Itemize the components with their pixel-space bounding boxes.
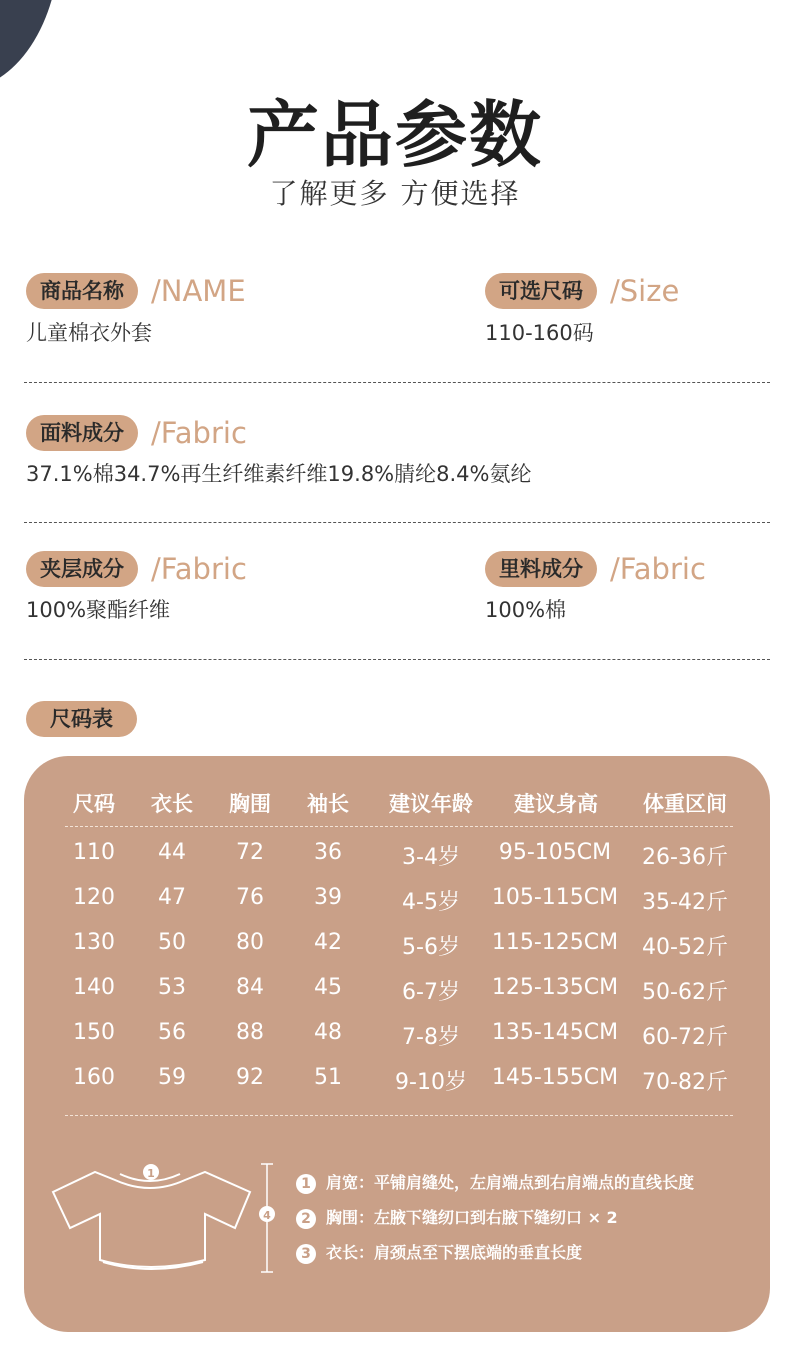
table-cell-sleeve: 39 (314, 885, 342, 910)
col-header-length: 衣长 (151, 792, 193, 816)
table-cell-length: 50 (158, 930, 186, 955)
size-label-en: /Size (610, 274, 680, 308)
table-cell-size: 150 (73, 1020, 115, 1045)
divider (24, 382, 770, 383)
fabric-label: 面料成分 (26, 415, 138, 451)
table-cell-age: 9-10岁 (395, 1070, 467, 1095)
lining-value: 100%棉 (485, 598, 567, 622)
table-cell-sleeve: 51 (314, 1065, 342, 1090)
page-subtitle: 了解更多 方便选择 (269, 177, 521, 210)
fabric-value: 37.1%棉34.7%再生纤维素纤维19.8%腈纶8.4%氨纶 (26, 462, 532, 486)
table-cell-sleeve: 48 (314, 1020, 342, 1045)
table-cell-weight: 50-62斤 (642, 980, 728, 1005)
length-marker-label: 4 (263, 1209, 271, 1222)
table-header-divider (65, 826, 733, 827)
note-text: 衣长：肩颈点至下摆底端的垂直长度 (326, 1243, 583, 1262)
table-cell-height: 125-135CM (491, 975, 619, 1000)
corner-decoration-dark (0, 0, 60, 90)
col-header-sleeve: 袖长 (307, 792, 349, 816)
col-header-height: 建议身高 (514, 792, 598, 816)
name-label: 商品名称 (26, 273, 138, 309)
table-cell-age: 4-5岁 (402, 890, 460, 915)
name-label-en: /NAME (151, 274, 246, 308)
table-cell-size: 130 (73, 930, 115, 955)
table-cell-size: 160 (73, 1065, 115, 1090)
table-cell-length: 53 (158, 975, 186, 1000)
table-cell-chest: 88 (236, 1020, 264, 1045)
table-cell-weight: 60-72斤 (642, 1025, 728, 1050)
note-shoulder (296, 1170, 694, 1194)
table-cell-sleeve: 45 (314, 975, 342, 1000)
table-cell-length: 44 (158, 840, 186, 865)
table-cell-height: 105-115CM (491, 885, 619, 910)
lining-label: 里料成分 (485, 551, 597, 587)
table-cell-length: 47 (158, 885, 186, 910)
table-cell-weight: 70-82斤 (642, 1070, 728, 1095)
table-cell-height: 135-145CM (491, 1020, 619, 1045)
size-value: 110-160码 (485, 321, 594, 345)
divider (24, 659, 770, 660)
table-bottom-divider (65, 1115, 733, 1116)
table-cell-age: 3-4岁 (402, 845, 460, 870)
col-header-age: 建议年龄 (389, 792, 473, 816)
page-title: 产品参数 (246, 93, 543, 177)
table-cell-size: 110 (73, 840, 115, 865)
note-number: 1 (296, 1174, 316, 1194)
fabric-label-en: /Fabric (151, 416, 247, 450)
shoulder-marker-label: 1 (147, 1167, 155, 1180)
table-cell-height: 115-125CM (491, 930, 619, 955)
jacket-outline (53, 1172, 250, 1267)
divider (24, 522, 770, 523)
table-cell-chest: 80 (236, 930, 264, 955)
note-number: 2 (296, 1209, 316, 1229)
table-cell-age: 6-7岁 (402, 980, 460, 1005)
note-length (296, 1240, 582, 1264)
table-cell-weight: 35-42斤 (642, 890, 728, 915)
interlayer-value: 100%聚酯纤维 (26, 598, 171, 622)
table-cell-sleeve: 36 (314, 840, 342, 865)
table-cell-height: 145-155CM (491, 1065, 619, 1090)
table-cell-age: 5-6岁 (402, 935, 460, 960)
table-cell-weight: 40-52斤 (642, 935, 728, 960)
table-cell-weight: 26-36斤 (642, 845, 728, 870)
size-label: 可选尺码 (485, 273, 597, 309)
col-header-chest: 胸围 (229, 792, 271, 816)
interlayer-label-en: /Fabric (151, 552, 247, 586)
table-cell-chest: 92 (236, 1065, 264, 1090)
size-chart-label: 尺码表 (26, 701, 137, 737)
note-text: 胸围：左腋下缝纫口到右腋下缝纫口 × 2 (326, 1208, 618, 1227)
jacket-diagram (45, 1150, 285, 1280)
table-cell-size: 140 (73, 975, 115, 1000)
table-cell-sleeve: 42 (314, 930, 342, 955)
note-chest (296, 1205, 618, 1229)
interlayer-label: 夹层成分 (26, 551, 138, 587)
table-cell-age: 7-8岁 (402, 1025, 460, 1050)
table-cell-chest: 84 (236, 975, 264, 1000)
name-value: 儿童棉衣外套 (26, 321, 152, 345)
col-header-size: 尺码 (73, 792, 115, 816)
table-cell-chest: 72 (236, 840, 264, 865)
col-header-weight: 体重区间 (643, 792, 727, 816)
lining-label-en: /Fabric (610, 552, 706, 586)
table-cell-length: 56 (158, 1020, 186, 1045)
note-text: 肩宽：平铺肩缝处，左肩端点到右肩端点的直线长度 (326, 1173, 695, 1192)
table-cell-length: 59 (158, 1065, 186, 1090)
note-number: 3 (296, 1244, 316, 1264)
table-cell-size: 120 (73, 885, 115, 910)
table-cell-height: 95-105CM (498, 840, 612, 865)
table-cell-chest: 76 (236, 885, 264, 910)
